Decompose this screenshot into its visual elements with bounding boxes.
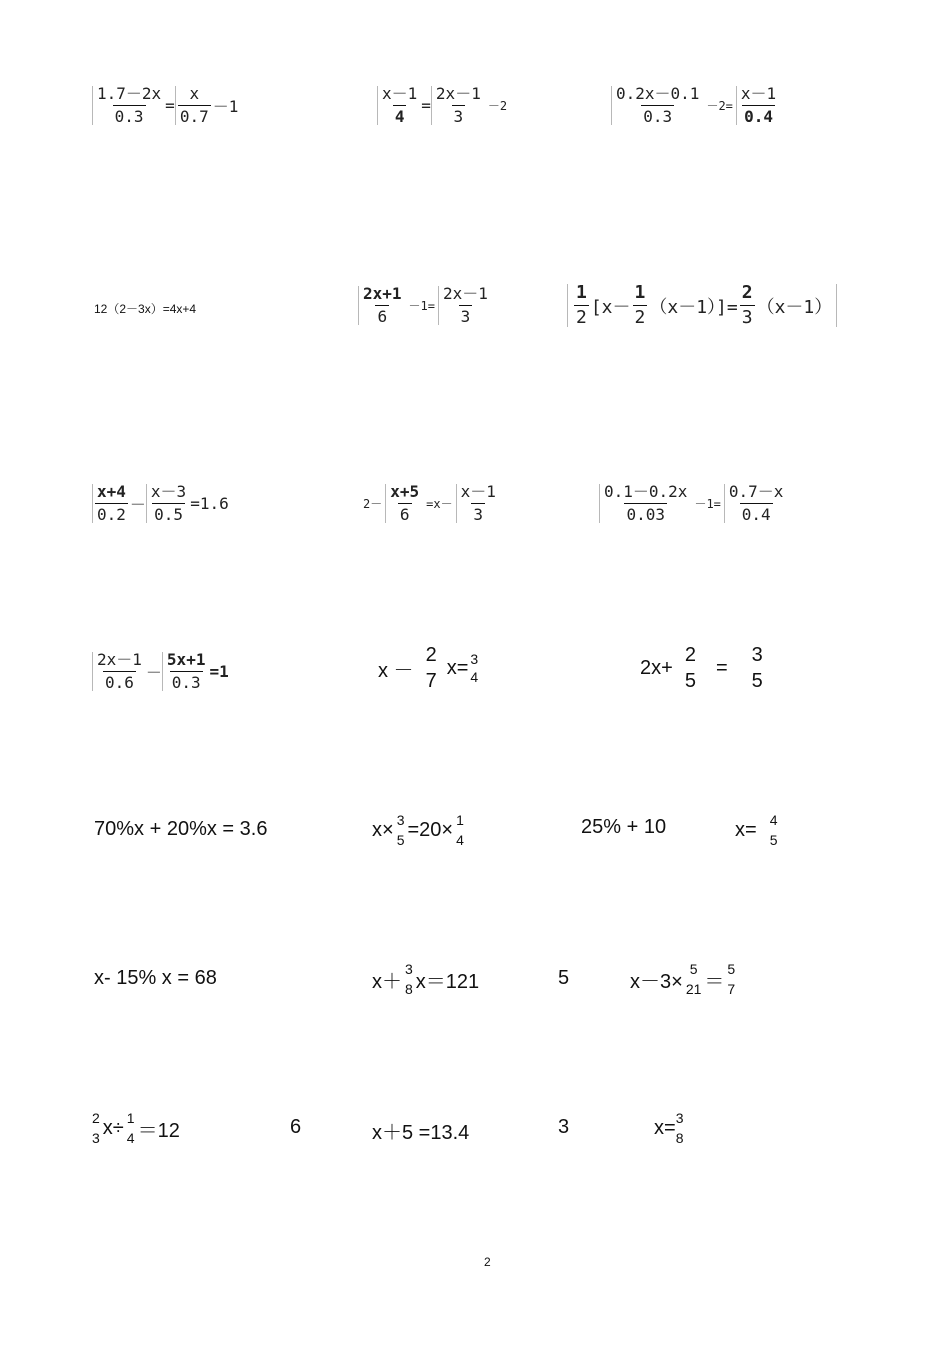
denominator: 5 xyxy=(751,670,763,692)
denominator: 21 xyxy=(685,981,702,998)
equation-tail: =1 xyxy=(209,662,229,681)
equation-5 xyxy=(358,286,492,325)
denominator: 0.7 xyxy=(179,107,209,126)
numerator: 2x－1 xyxy=(442,284,488,303)
equation-20-suffix xyxy=(290,1116,301,1139)
numerator: 3 xyxy=(751,644,763,666)
operator: － xyxy=(145,663,162,682)
equation-3 xyxy=(611,86,780,125)
equation-22 xyxy=(654,1110,686,1146)
denominator: 5 xyxy=(396,832,405,849)
numerator: 1 xyxy=(126,1110,135,1126)
denominator: 0.3 xyxy=(643,107,673,126)
numerator: 0.7－x xyxy=(728,482,784,501)
denominator: 3 xyxy=(473,505,484,524)
equation-8 xyxy=(360,484,500,523)
numerator: 2x－1 xyxy=(435,84,481,103)
denominator: 0.4 xyxy=(744,107,773,126)
denominator: 0.3 xyxy=(114,107,144,126)
denominator: 7 xyxy=(727,981,736,998)
equation-text: 5 xyxy=(558,967,570,989)
numerator: x xyxy=(189,84,200,103)
denominator: 2 xyxy=(634,307,646,328)
numerator: 2x－1 xyxy=(97,650,142,669)
equation-text: 25% + 10 xyxy=(581,816,667,838)
denominator: 6 xyxy=(377,307,388,326)
equation-text: x- 15% x = 68 xyxy=(94,967,217,989)
denominator: 5 xyxy=(769,832,778,849)
equation-middle: －1= xyxy=(408,299,435,313)
equation-prefix: x× xyxy=(372,818,394,841)
equation-tail: =1.6 xyxy=(190,494,229,513)
denominator: 8 xyxy=(675,1130,684,1147)
numerator: 2 xyxy=(684,644,696,666)
equation-21-suffix xyxy=(558,1116,569,1139)
denominator: 0.4 xyxy=(741,505,771,524)
equation-4 xyxy=(94,300,196,317)
equation-18-suffix xyxy=(558,967,569,990)
denominator: 0.6 xyxy=(105,673,134,692)
denominator: 3 xyxy=(741,307,753,328)
equation-11 xyxy=(378,645,480,691)
numerator: 3 xyxy=(405,961,413,977)
equation-tail: －2 xyxy=(487,99,508,113)
denominator: 3 xyxy=(92,1130,100,1147)
numerator: 2 xyxy=(741,282,753,303)
numerator: 3 xyxy=(470,651,479,667)
equation-part: （x－1）]= xyxy=(649,296,738,318)
denominator: 4 xyxy=(456,832,464,849)
denominator: 0.2 xyxy=(97,505,126,524)
numerator: x－1 xyxy=(382,84,418,103)
denominator: 2 xyxy=(576,307,587,328)
numerator: 2 xyxy=(92,1110,100,1126)
numerator: 0.2x－0.1 xyxy=(616,84,700,103)
equation-prefix: 2－ xyxy=(363,497,383,511)
equation-9 xyxy=(599,484,787,523)
equation-prefix: x－3× xyxy=(630,970,683,993)
equation-middle: －1= xyxy=(694,497,721,511)
denominator: 3 xyxy=(453,107,464,126)
numerator: 1 xyxy=(456,812,464,828)
numerator: 2 xyxy=(425,644,437,666)
numerator: x－3 xyxy=(150,482,187,501)
denominator: 0.3 xyxy=(171,673,201,692)
equation-middle: x÷ xyxy=(102,1116,124,1139)
equation-15 xyxy=(581,816,666,839)
numerator: 5x+1 xyxy=(166,650,206,669)
equation-20 xyxy=(92,1110,180,1146)
denominator: 0.5 xyxy=(154,505,184,524)
equation-19 xyxy=(630,961,738,997)
numerator: 0.1－0.2x xyxy=(604,482,688,501)
equation-prefix: x= xyxy=(654,1116,676,1139)
equation-prefix: x＋ xyxy=(372,970,402,993)
numerator: x－1 xyxy=(460,482,496,501)
equation-middle: =x－ xyxy=(426,497,453,511)
equation-prefix: 2x+ xyxy=(640,656,673,679)
equation-text: x＋5 =13.4 xyxy=(372,1122,470,1144)
equation-17 xyxy=(94,967,217,990)
equation-6 xyxy=(567,284,837,327)
equation-10 xyxy=(92,652,229,691)
numerator: 2x+1 xyxy=(363,284,402,303)
equation-21 xyxy=(372,1116,469,1145)
numerator: 1 xyxy=(634,282,646,303)
equation-middle: ＝ xyxy=(704,970,725,993)
equation-text: 3 xyxy=(558,1116,570,1138)
page-number: 2 xyxy=(484,1255,491,1269)
equation-7 xyxy=(92,484,229,523)
equation-tail: －1 xyxy=(212,97,239,116)
denominator: 4 xyxy=(394,107,405,126)
equation-part: [x－ xyxy=(590,296,631,318)
equation-2 xyxy=(377,86,510,125)
numerator: 1.7－2x xyxy=(97,84,162,103)
equation-middle: =20× xyxy=(407,818,454,841)
equation-middle: x＝121 xyxy=(415,970,480,993)
equation-12 xyxy=(640,645,765,691)
numerator: x+4 xyxy=(97,482,126,501)
numerator: 5 xyxy=(727,961,736,977)
equation-14 xyxy=(372,812,467,848)
equation-1 xyxy=(92,86,238,125)
equation-prefix: x= xyxy=(735,818,757,841)
equation-part: （x－1） xyxy=(756,296,833,318)
equation-13 xyxy=(94,818,267,841)
equation-prefix: x － xyxy=(378,659,414,682)
numerator: 3 xyxy=(675,1110,684,1126)
numerator: 3 xyxy=(396,812,405,828)
numerator: x－1 xyxy=(740,84,777,103)
equation-text: 70%x + 20%x = 3.6 xyxy=(94,818,268,840)
equation-16 xyxy=(735,812,780,848)
operator: = xyxy=(421,96,431,115)
numerator: 1 xyxy=(576,282,587,303)
denominator: 4 xyxy=(470,669,479,685)
numerator: x+5 xyxy=(390,482,420,501)
operator: － xyxy=(129,495,146,514)
denominator: 6 xyxy=(399,505,410,524)
numerator: 4 xyxy=(769,812,778,828)
denominator: 4 xyxy=(126,1130,135,1147)
equation-tail: ＝12 xyxy=(137,1119,180,1142)
equation-middle: = xyxy=(715,656,728,679)
operator: = xyxy=(165,96,175,115)
numerator: 5 xyxy=(689,961,698,977)
denominator: 3 xyxy=(460,307,471,326)
equation-middle: x= xyxy=(446,656,469,679)
equation-18 xyxy=(372,961,479,997)
denominator: 7 xyxy=(425,670,437,692)
denominator: 5 xyxy=(684,670,696,692)
denominator: 0.03 xyxy=(626,505,665,524)
equation-text: 6 xyxy=(290,1116,302,1138)
equation-middle: －2= xyxy=(706,99,733,113)
denominator: 8 xyxy=(405,981,413,998)
equation-text: 12（2－3x）=4x+4 xyxy=(94,302,197,316)
